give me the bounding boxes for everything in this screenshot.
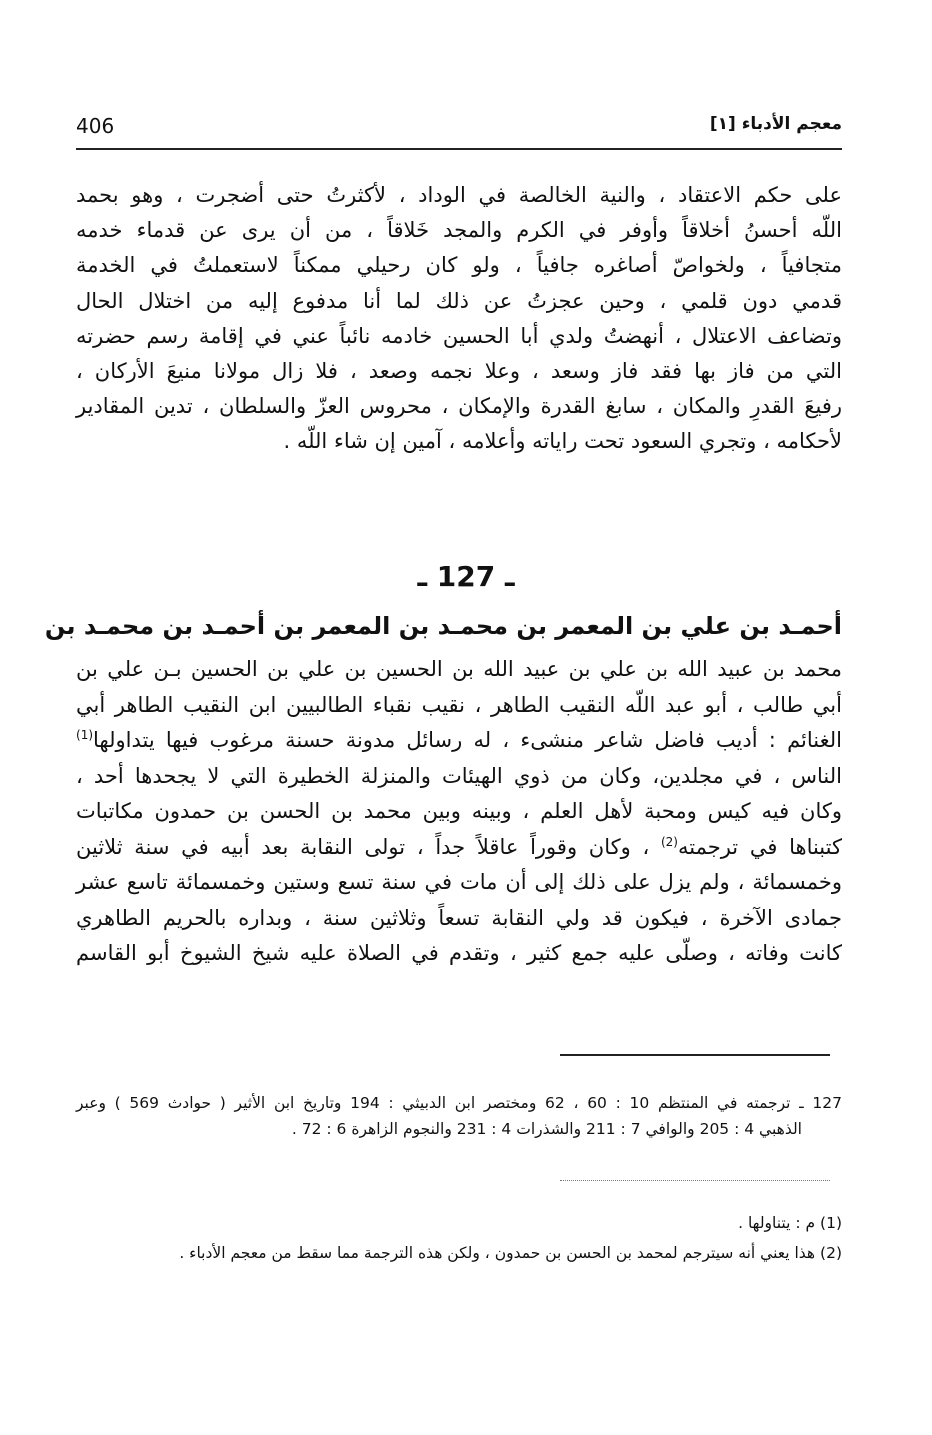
text-line: اللّه أحسنُ أخلاقاً وأوفر في الكرم والمجد خَلاقاً ، من أن يرى عن قدماء خدمه — [76, 218, 842, 243]
text-segment: كتبناها في ترجمته — [677, 834, 842, 859]
text-line: وتضاعف الاعتلال ، أنهضتُ ولدي أبا الحسين خادمه نائباً عني في إقامة رسم حضرته — [76, 323, 842, 348]
source-note-line: الذهبي 4 : 205 والوافي 7 : 211 والشذرات 4 : 231 والنجوم الزاهرة 6 : 72 . — [291, 1120, 802, 1138]
dotted-separator — [560, 1180, 830, 1181]
text-line-with-footnote — [76, 830, 842, 866]
text-line: متجافياً ، ولخواصّ أصاغره جافياً ، ولو كان رحيلي ممكناً لاستعملتُ في الخدمة — [76, 253, 842, 278]
text-line: رفيعَ القدرِ والمكان ، سابغ القدرة والإمكان ، محروس العزّ والسلطان ، تدين المقادير — [76, 394, 842, 419]
footnote-1: (1) م : يتناولها . — [738, 1214, 842, 1232]
footnote-2: (2) هذا يعني أنه سيترجم لمحمد بن الحسن بن حمدون ، ولكن هذه الترجمة مما سقط من معجم الأدباء . — [179, 1244, 842, 1262]
text-line: قدمي دون قلمي ، وحين عجزتُ عن ذلك لما أنا مدفوع إليه من اختلال الحال — [76, 288, 842, 313]
running-title: معجم الأدباء [١] — [709, 114, 842, 134]
text-segment: الغنائم : أديب فاضل شاعر منشىء ، له رسائل مدونة حسنة مرغوب فيها يتداولها — [93, 728, 842, 752]
text-line: لأحكامه ، وتجري السعود تحت راياته وأعلامه ، آمين إن شاء اللّه . — [283, 429, 842, 454]
footnote-mark: (2) — [660, 834, 678, 849]
text-line: جمادى الآخرة ، فيكون قد ولي النقابة تسعاً وثلاثين سنة ، وبداره بالحريم الطاهري — [76, 905, 842, 930]
text-line: أبي طالب ، أبو عبد اللّه النقيب الطاهر ، نقيب نقباء الطالبيين ابن النقيب الطاهر أبي — [76, 692, 842, 717]
text-line: كانت وفاته ، وصلّى عليه جمع كثير ، وتقدم في الصلاة عليه شيخ الشيوخ أبو القاسم — [76, 941, 842, 965]
source-note-line: 127 ـ ترجمته في المنتظم 10 : 60 ، 62 ومختصر ابن الدبيثي : 194 وتاريخ ابن الأثير ( حوادث 569 ) وعبر — [76, 1094, 843, 1112]
text-line: على حكم الاعتقاد ، والنية الخالصة في الوداد ، لأكثرتُ حتى أضجرت ، وهو بحمد — [76, 183, 842, 207]
footnote-separator — [560, 1054, 830, 1056]
entry-number: ـ 127 ـ — [417, 560, 515, 593]
text-line: محمد بن عبيد الله بن علي بن عبيد الله بن الحسين بن علي بن الحسين بـن علي بن — [76, 657, 842, 681]
page-header — [76, 108, 842, 150]
text-line: وخمسمائة ، ولم يزل على ذلك إلى أن مات في سنة تسع وستين وخمسمائة تاسع عشر — [76, 870, 842, 894]
footnotes — [76, 1208, 842, 1268]
biography-paragraph — [76, 652, 842, 972]
footnote-mark: (1) — [76, 728, 94, 742]
text-segment: ، وكان وقوراً عاقلاً جداً ، تولى النقابة بعد أبيه في سنة ثلاثين — [76, 834, 650, 859]
top-paragraph — [76, 178, 842, 460]
page-number: 406 — [76, 114, 115, 138]
entry-title: أحمـد بن علي بن المعمر بن محمـد بن المعمر بن أحمـد بن محمـد بن — [44, 612, 842, 640]
text-line: التي من فاز بها فقد فاز وسعد ، وعلا نجمه وصعد ، فلا زال مولانا منيعَ الأركان ، — [76, 359, 842, 384]
text-line-with-footnote — [76, 723, 842, 759]
text-line: وكان فيه كيس ومحبة لأهل العلم ، وبينه وبين محمد بن الحسن بن حمدون مكاتبات — [76, 799, 842, 823]
source-note — [76, 1090, 842, 1142]
text-line: الناس ، في مجلدين، وكان من ذوي الهيئات والمنزلة الخطيرة التي لا يجحدها أحد ، — [76, 763, 842, 788]
